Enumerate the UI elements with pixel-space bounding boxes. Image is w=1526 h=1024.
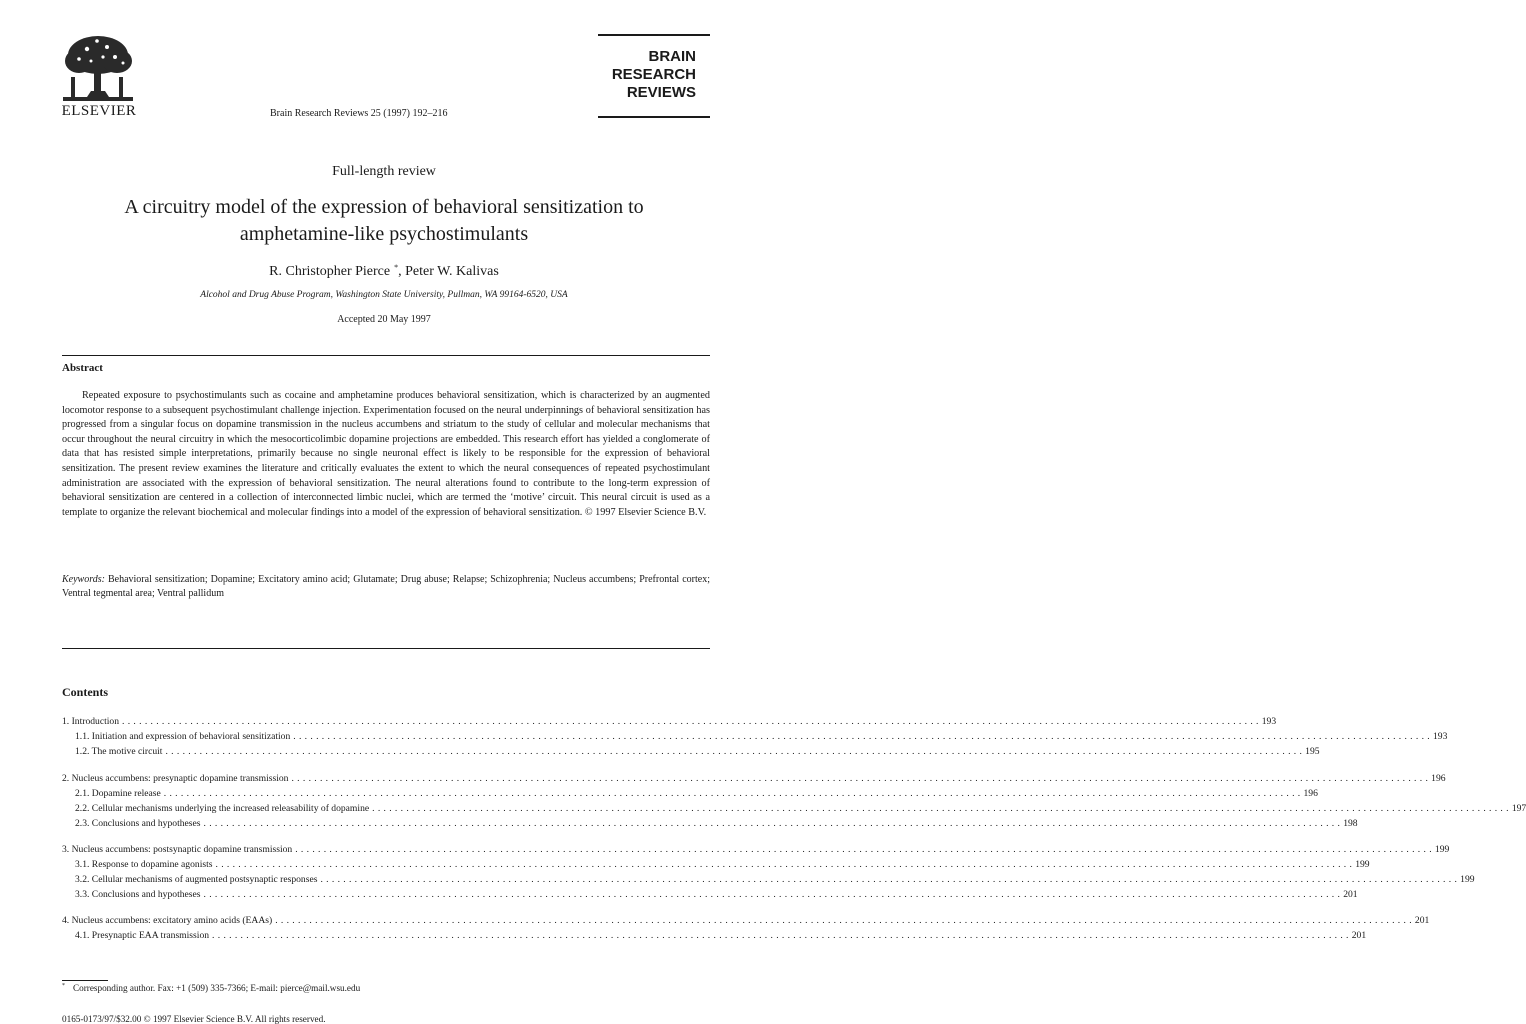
keywords-label: Keywords: (62, 574, 105, 585)
toc-entry-page: 199 (1355, 859, 1370, 870)
toc-leader-dots: ........................................................................................................................................................................................................ (203, 889, 1344, 900)
keywords (62, 573, 710, 601)
author-2: , Peter W. Kalivas (398, 264, 499, 279)
keywords-list: Behavioral sensitization; Dopamine; Excitatory amino acid; Glutamate; Drug abuse; Relapse; Schizophrenia; Nucleus accumbens; Prefrontal cortex; Ventral tegmental area; Ventral pallidum (62, 574, 710, 599)
toc-entry-title: 1. Introduction (62, 716, 120, 727)
divider-top (62, 355, 710, 356)
authors (0, 263, 768, 280)
toc-leader-dots: ........................................................................................................................................................................................................ (295, 844, 1435, 855)
toc-entry-title: 3.1. Response to dopamine agonists (75, 859, 213, 870)
toc-entry-page: 201 (1351, 930, 1367, 941)
toc-entry (62, 888, 1358, 902)
toc-entry-title: 3.3. Conclusions and hypotheses (75, 889, 201, 900)
toc-entry (62, 802, 1526, 816)
toc-entry-title: 2. Nucleus accumbens: presynaptic dopamine transmission (62, 773, 289, 784)
toc-entry-title: 4. Nucleus accumbens: excitatory amino acids (EAAs) (62, 915, 273, 926)
toc-entry-title: 2.2. Cellular mechanisms underlying the increased releasability of dopamine (75, 803, 370, 814)
toc-entry-page: 198 (1343, 818, 1358, 829)
toc-leader-dots: ........................................................................................................................................................................................................ (372, 803, 1512, 814)
brand-line-1: BRAIN (648, 48, 696, 65)
author-1: R. Christopher Pierce (269, 264, 391, 279)
abstract-body: Repeated exposure to psychostimulants such as cocaine and amphetamine produces behavioral sensitization, which is characterized by an augmented locomotor response to a subsequent psychostimulant challenge injection. Experimentation focused on the neural underpinnings of behavioral sensitization has progressed from a singular focus on dopamine transmission in the nucleus accumbens and striatum to the study of cellular and molecular mechanisms that occur throughout the neural circuitry in which the mesocorticolimbic dopamine projections are embedded. This research effort has yielded a conglomerate of data that has resisted simple interpretations, primarily because no single neuronal effect is likely to be responsible for the expression of behavioral sensitization. The present review examines the literature and critically evaluates the extent to which the neural consequences of repeated psychostimulant administration are associated with the expression of behavioral sensitization. The neural alterations found to contribute to the long-term expression of behavioral sensitization are centered in a collection of interconnected limbic nuclei, which are termed the ‘motive’ circuit. This neural circuit is used as a template to organize the relevant biochemical and molecular findings into a model of the expression of behavioral sensitization. © 1997 Elsevier Science B.V. (62, 390, 710, 518)
toc-leader-dots: ........................................................................................................................................................................................................ (275, 915, 1415, 926)
footnote-rule (62, 980, 108, 981)
corresponding-mark: * (394, 263, 399, 272)
journal-brand (598, 34, 710, 119)
toc-entry-title: 4.1. Presynaptic EAA transmission (75, 930, 210, 941)
toc-leader-dots: ........................................................................................................................................................................................................ (122, 716, 1262, 727)
toc-entry-title: 1.2. The motive circuit (75, 746, 163, 757)
journal-brand-text (612, 48, 696, 102)
toc-entry-page: 199 (1434, 844, 1450, 855)
toc-entry (62, 858, 1370, 872)
toc-entry (62, 817, 1358, 831)
toc-entry-page: 196 (1431, 773, 1446, 784)
article-title (0, 194, 768, 248)
toc-entry (62, 873, 1475, 887)
journal-citation: Brain Research Reviews 25 (1997) 192–216 (270, 108, 448, 119)
toc-entry-page: 197 (1511, 803, 1526, 814)
abstract-heading: Abstract (62, 362, 103, 374)
toc-entry-page: 201 (1414, 915, 1430, 926)
footnote (62, 983, 360, 993)
toc-entry (62, 787, 1318, 801)
publisher-name: ELSEVIER (61, 103, 137, 119)
toc-leader-dots: ........................................................................................................................................................................................................ (293, 731, 1433, 742)
affiliation: Alcohol and Drug Abuse Program, Washington State University, Pullman, WA 99164-6520, USA (200, 290, 568, 300)
toc-leader-dots: ........................................................................................................................................................................................................ (203, 818, 1344, 829)
toc-entry (62, 843, 1450, 857)
brand-top-rule (598, 34, 710, 36)
toc-entry-title: 3.2. Cellular mechanisms of augmented postsynaptic responses (75, 874, 318, 885)
article-type: Full-length review (332, 164, 436, 179)
title-line-1: A circuitry model of the expression of behavioral sensitization to (124, 196, 644, 218)
toc-leader-dots: ........................................................................................................................................................................................................ (163, 788, 1304, 799)
copyright: 0165-0173/97/$32.00 © 1997 Elsevier Science B.V. All rights reserved. (62, 1014, 326, 1024)
toc-entry-page: 201 (1343, 889, 1358, 900)
toc-entry-title: 1.1. Initiation and expression of behavioral sensitization (75, 731, 291, 742)
brand-line-2: RESEARCH (611, 66, 696, 83)
accepted-date: Accepted 20 May 1997 (337, 314, 431, 325)
toc-entry-page: 196 (1303, 788, 1318, 799)
toc-entry (62, 745, 1320, 759)
title-line-2: amphetamine-like psychostimulants (239, 223, 529, 245)
toc-leader-dots: ........................................................................................................................................................................................................ (165, 746, 1306, 757)
contents-heading: Contents (62, 685, 109, 699)
divider-bottom (62, 648, 710, 649)
toc-entry-page: 195 (1305, 746, 1320, 757)
brand-bottom-rule (598, 116, 710, 118)
footnote-text: Corresponding author. Fax: +1 (509) 335-7366; E-mail: pierce@mail.wsu.edu (73, 983, 361, 993)
brand-line-3: REVIEWS (626, 84, 696, 101)
footnote-mark: * (62, 983, 65, 989)
toc-entry (62, 914, 1430, 928)
toc-entry (62, 730, 1448, 744)
toc-leader-dots: ........................................................................................................................................................................................................ (291, 773, 1432, 784)
toc-entry-page: 193 (1261, 716, 1277, 727)
toc-leader-dots: ........................................................................................................................................................................................................ (215, 859, 1356, 870)
toc-leader-dots: ........................................................................................................................................................................................................ (212, 930, 1352, 941)
toc-entry-title: 3. Nucleus accumbens: postsynaptic dopamine transmission (62, 844, 293, 855)
tree-logo-icon (57, 33, 139, 105)
toc-entry-title: 2.1. Dopamine release (75, 788, 161, 799)
toc-entry-title: 2.3. Conclusions and hypotheses (75, 818, 201, 829)
toc-entry-page: 199 (1460, 874, 1475, 885)
toc-entry-page: 193 (1432, 731, 1448, 742)
toc-entry (62, 929, 1367, 943)
toc-entry (62, 715, 1277, 729)
toc-leader-dots: ........................................................................................................................................................................................................ (320, 874, 1461, 885)
toc-entry (62, 772, 1446, 786)
